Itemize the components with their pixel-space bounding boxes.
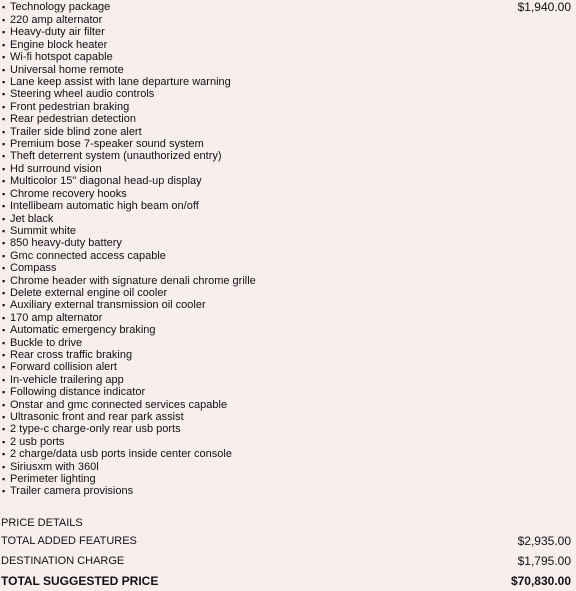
feature-label: Chrome recovery hooks [10, 187, 127, 200]
feature-label: Hd surround vision [10, 162, 102, 175]
bullet-icon: ▪ [2, 412, 6, 422]
feature-label: 850 heavy-duty battery [10, 237, 122, 250]
feature-item [2, 411, 256, 423]
feature-item [2, 150, 256, 162]
feature-label: Forward collision alert [10, 361, 117, 374]
bullet-icon: ▪ [2, 349, 6, 360]
feature-item [2, 461, 256, 473]
feature-label: Engine block heater [10, 38, 108, 51]
bullet-icon: ▪ [2, 300, 6, 311]
bullet-icon: ▪ [2, 151, 6, 162]
bullet-icon: ▪ [2, 77, 6, 88]
bullet-icon: ▪ [2, 250, 6, 261]
feature-label: Premium bose 7-speaker sound system [10, 138, 204, 151]
feature-item [2, 299, 256, 311]
bullet-icon: ▪ [2, 64, 6, 75]
bullet-icon: ▪ [2, 474, 6, 485]
bullet-icon: ▪ [2, 89, 6, 100]
feature-item [2, 14, 256, 26]
feature-item [2, 324, 256, 336]
feature-item [2, 225, 256, 237]
destination-charge-label: DESTINATION CHARGE [1, 555, 125, 567]
bullet-icon: ▪ [2, 201, 6, 212]
feature-item [2, 275, 256, 287]
feature-item [2, 188, 256, 200]
feature-label: Trailer side blind zone alert [10, 125, 142, 138]
feature-label: Gmc connected access capable [10, 249, 166, 262]
bullet-icon: ▪ [2, 52, 6, 63]
feature-label: Perimeter lighting [10, 473, 96, 486]
bullet-icon: ▪ [2, 176, 6, 187]
total-suggested-price-row [0, 574, 576, 588]
feature-label: Auxiliary external transmission oil cooler [10, 299, 206, 312]
feature-label: 170 amp alternator [10, 311, 103, 324]
feature-item [2, 237, 256, 249]
package-row [0, 0, 576, 14]
feature-label: Onstar and gmc connected services capable [10, 398, 228, 411]
bullet-icon: ▪ [2, 461, 6, 472]
total-suggested-price-value: $70,830.00 [510, 574, 571, 588]
feature-item [2, 113, 256, 125]
total-added-features-value: $2,935.00 [517, 534, 571, 548]
bullet-icon: ▪ [2, 312, 6, 323]
feature-item [2, 138, 256, 150]
bullet-icon: ▪ [2, 374, 6, 385]
bullet-icon: ▪ [2, 424, 6, 435]
feature-item [2, 262, 256, 274]
feature-item [2, 399, 256, 411]
feature-item [2, 51, 256, 63]
feature-item [2, 39, 256, 51]
feature-label: Jet black [10, 212, 54, 225]
feature-label: Compass [10, 262, 57, 275]
bullet-icon: ▪ [2, 325, 6, 336]
bullet-icon: ▪ [2, 114, 6, 125]
feature-label: Theft deterrent system (unauthorized entry) [10, 150, 222, 163]
bullet-icon: ▪ [2, 188, 6, 199]
bullet-icon: ▪ [2, 362, 6, 373]
bullet-icon: ▪ [2, 449, 6, 460]
bullet-icon: ▪ [2, 486, 6, 497]
feature-label: Universal home remote [10, 63, 124, 76]
feature-label: Siriusxm with 360l [10, 460, 99, 473]
bullet-icon: ▪ [2, 436, 6, 447]
bullet-icon: ▪ [2, 275, 6, 286]
feature-label: 2 usb ports [10, 435, 65, 448]
feature-item [2, 126, 256, 138]
feature-item [2, 361, 256, 373]
feature-label: Multicolor 15" diagonal head-up display [10, 175, 202, 188]
bullet-icon: ▪ [2, 101, 6, 112]
bullet-icon: ▪ [2, 238, 6, 249]
destination-charge-value: $1,795.00 [517, 554, 571, 568]
feature-label: Buckle to drive [10, 336, 83, 349]
feature-item [2, 349, 256, 361]
feature-label: Chrome header with signature denali chrome grille [10, 274, 256, 287]
bullet-icon: ▪ [2, 287, 6, 298]
feature-item [2, 101, 256, 113]
feature-label: Rear cross traffic braking [10, 348, 133, 361]
bullet-icon: ▪ [2, 126, 6, 137]
feature-label: Intellibeam automatic high beam on/off [10, 200, 199, 213]
package-label [2, 0, 110, 14]
feature-item [2, 200, 256, 212]
feature-item [2, 312, 256, 324]
feature-item [2, 337, 256, 349]
package-name: Technology package [10, 1, 111, 13]
bullet-icon: ▪ [2, 2, 6, 12]
feature-item [2, 88, 256, 100]
feature-item [2, 287, 256, 299]
feature-item [2, 213, 256, 225]
feature-item [2, 76, 256, 88]
feature-label: Ultrasonic front and rear park assist [10, 411, 184, 423]
feature-item [2, 436, 256, 448]
feature-item [2, 386, 256, 398]
feature-item [2, 473, 256, 485]
feature-list [2, 14, 256, 498]
package-price: $1,940.00 [517, 0, 571, 14]
feature-item [2, 163, 256, 175]
bullet-icon: ▪ [2, 27, 6, 38]
bullet-icon: ▪ [2, 337, 6, 348]
feature-label: Front pedestrian braking [10, 100, 130, 113]
feature-label: Automatic emergency braking [10, 324, 156, 337]
feature-item [2, 64, 256, 76]
bullet-icon: ▪ [2, 225, 6, 236]
feature-label: 2 type-c charge-only rear usb ports [10, 423, 181, 436]
feature-item [2, 485, 256, 497]
feature-item [2, 448, 256, 460]
feature-item [2, 250, 256, 262]
feature-label: Steering wheel audio controls [10, 88, 155, 101]
feature-label: 2 charge/data usb ports inside center console [10, 448, 232, 461]
feature-label: Summit white [10, 224, 77, 237]
total-added-features-row [0, 534, 576, 548]
feature-label: Wi-fi hotspot capable [10, 51, 113, 64]
bullet-icon: ▪ [2, 39, 6, 50]
feature-label: Following distance indicator [10, 386, 146, 399]
bullet-icon: ▪ [2, 387, 6, 398]
feature-label: Lane keep assist with lane departure warning [10, 76, 231, 89]
feature-label: In-vehicle trailering app [10, 373, 124, 386]
bullet-icon: ▪ [2, 399, 6, 410]
bullet-icon: ▪ [2, 163, 6, 174]
feature-label: Delete external engine oil cooler [10, 286, 168, 299]
bullet-icon: ▪ [2, 213, 6, 224]
feature-label: Trailer camera provisions [10, 485, 134, 498]
total-suggested-price-label: TOTAL SUGGESTED PRICE [1, 574, 159, 588]
feature-item [2, 26, 256, 38]
feature-item [2, 175, 256, 187]
price-details-heading: PRICE DETAILS [1, 517, 83, 529]
feature-item [2, 423, 256, 435]
feature-label: Heavy-duty air filter [10, 26, 105, 39]
bullet-icon: ▪ [2, 263, 6, 274]
feature-label: 220 amp alternator [10, 14, 103, 26]
feature-label: Rear pedestrian detection [10, 113, 136, 126]
destination-charge-row [0, 554, 576, 568]
bullet-icon: ▪ [2, 15, 6, 25]
total-added-features-label: TOTAL ADDED FEATURES [1, 535, 137, 547]
feature-item [2, 374, 256, 386]
bullet-icon: ▪ [2, 139, 6, 150]
